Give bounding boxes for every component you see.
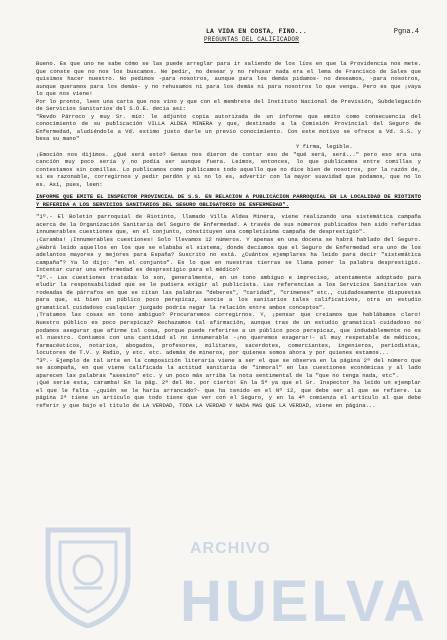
report-heading: INFORME QUE EMITE EL INSPECTOR PROVINCIAL DE S.S. EN RELACION A PUBLICACION PARROQUIAL EN LA LOCALIDAD DE RIOTINTO Y REFERIDA A LOS SERVICIOS SANITARIOS DEL SEGURO OBLIGATORIO DE ENFERMEDAD". [36,193,421,208]
paragraph: "3º.- Ejemplo de tal arte en la composición literaria viene a ser el que se observa en la página 2ª del número que se acompaña, en que viene calificada la actitud sanitaria de "inmoral" en las cuestiones económicas y al lado aparecen las palabras "asesino" etc. y un poco más arriba la nota sentimental de la "que no tenga nada, etc". [36,356,421,379]
document-body [36,60,421,410]
paragraph: "1º.- El Boletín parroquial de Riotinto, llamado Villa Aldea Minera, viene realizando una sistemática campaña acerca de la Organización Sanitaria del Seguro de Enfermedad. A través de sus números publicados hen sido referidas innumerables cuestiones que, en el conjunto, constituyen una completísima campaña de desprestigio". [36,213,421,236]
paragraph: ¡Qué serie esta, caramba! En la pág. 2ª del No. por cierto! En la 5ª ya que el Sr. Inspector ha leído un ejemplar el que le falta -¿quién se le haría arrancado?- que ha tenido en el Nº 12, que debe ser al que se refiere. La página 2ª tiene un artículo que todo tiene que ver con el Seguro, y en la 4ª comienza el artículo al que debe referir y que bajo el título de LA VERDAD, TODA LA VERDAD Y NADA MAS QUE LA VERDAD, viene en página... [36,379,421,410]
paragraph: Por lo pronto, leen una carta que nos vino y que con el membrete del Instituto Nacional de Previsión, Subdelegación de Servicios Sanitarios del S.O.E. decía así: [36,97,421,113]
paragraph: "2º.- Las cuestiones tratadas lo son, generalmente, en un tono ambiguo e impreciso, atentamente adoptado para eludir la responsabilidad que se le pudiera exigir al publicista. Las referencias a los Servicios Sanitarios van rodeadas de párrafos en que se citan las palabras "deberes", "caridad", "crímenes" etc., cuidadosamente dispuestas para que, si bien un público poco perspicaz, asocie a los sanitarios tales calificativos, otra un estudio gramatical cuidadoso cualquier juzgado podría negar la relación entre ambos conceptos". [36,273,421,311]
document-header [36,14,421,43]
signature-line: Y firma, legible. [296,143,353,151]
page-number: Pgna.4 [393,28,419,36]
paragraph: ¡Emoción nos dijimos. ¿Qué será esto? Genas nos dieron de contar eso de "qué será, será..." pero eso era una canción muy poco seria y no podía ser aunque fuera. Leímos, entonces, lo que publicamos entre comillas y contestamos sin comillas. Lo publicamos como publicamos todo aquello que no dice bien de nosotros, por la razón de, si es razonable, corregirnos y pedir perdón y si no lo es, advertir con la mayor suavidad que podamos, que no lo es. Así, pues, leen: [36,150,421,188]
watermark-text: HUELVA [180,569,428,634]
document-title: LA VIDA EN COSTA, FINO... [206,28,307,35]
paragraph: ¡Tratamos las cosas en tono ambiguo? Procuraremos corregirnos. Y, ¡pensar que creíamos que hablábamos claro! Nuestro público es poco perspicaz? Rechazamos tal afirmación, aunque tras de un estudio gramatical cuidadoso no podamos asegurar que afirme tal cosa, porque puede referirse a un público poco perspicaz, que indudablemente no es el nuestro. Contamos con una cantidad al no innumerable -¡no queremos exagerar!- al muy respetable de médicos, farmacéuticos, notarios, abogados, profesores, militares, sacerdotes, comerciantes, ingenieros, periodistas, locutores de T.V. y Radio, y etc. etc. además de mineros, por quienes somos ahora y por quienes estamos... [36,311,421,357]
paragraph: Bueno. Es que uno ne sabe cómo se las puede arreglar para ir saliendo de los líos en que la Providencia nos mete. Que conste que no nos los buscamos. Ne pedir, no desear y no rehusar nada era el lema de Francisco de Sales que quisimos hacer nuestro. No pedimos -para nosotros, aunque para los demás pidamos- no deseamos, -para nosotros, aunque queramos para los demás- y no rehusamos ni para los demás ni para nosotros lo que venga. Pero es que ¡vaya lo que nos viene! [36,60,421,98]
coat-of-arms-icon [40,524,136,628]
archive-watermark [40,522,447,632]
watermark-subtext: ARCHIVO [190,540,271,557]
quoted-letter: "Revdo Párroco y muy Sr. mío: le adjunto copia autorizada de un informe que emito como consecuencia del conocimiento de su publicación VILLA ALDEA MINERA y que, destinado a la Comisión Provincial del Seguro de Enfermedad, aludiéndole a Vd. estimo justo darle un previo conocimiento. Con este motivo se ofrece a Vd. S.S. y besa su mano" [36,112,421,143]
document-subtitle: PREGUNTAS DEL CALIFICADOR [204,36,300,43]
paragraph: ¡Caramba! ¡Innumerables cuestiones! Solo llevamos 12 números. Y apenas en una docena se habrá hablado del Seguro. ¿Habrá leído aquellos en los que se elababa el sistema, donde decíamos que el Seguro de Enfermedad era uno de los adelantos mayores y mejores para España? Suscrito no está. ¿Cuántos ejemplares ha leído para decir "sistemática campaña"? Ya lo dijo: "en el conjunto". Es lo que en nuestras tierras se llama poner la palabra desprestigio. Intentar curar una enfermedad es desprestigio para el médico? [36,235,421,274]
